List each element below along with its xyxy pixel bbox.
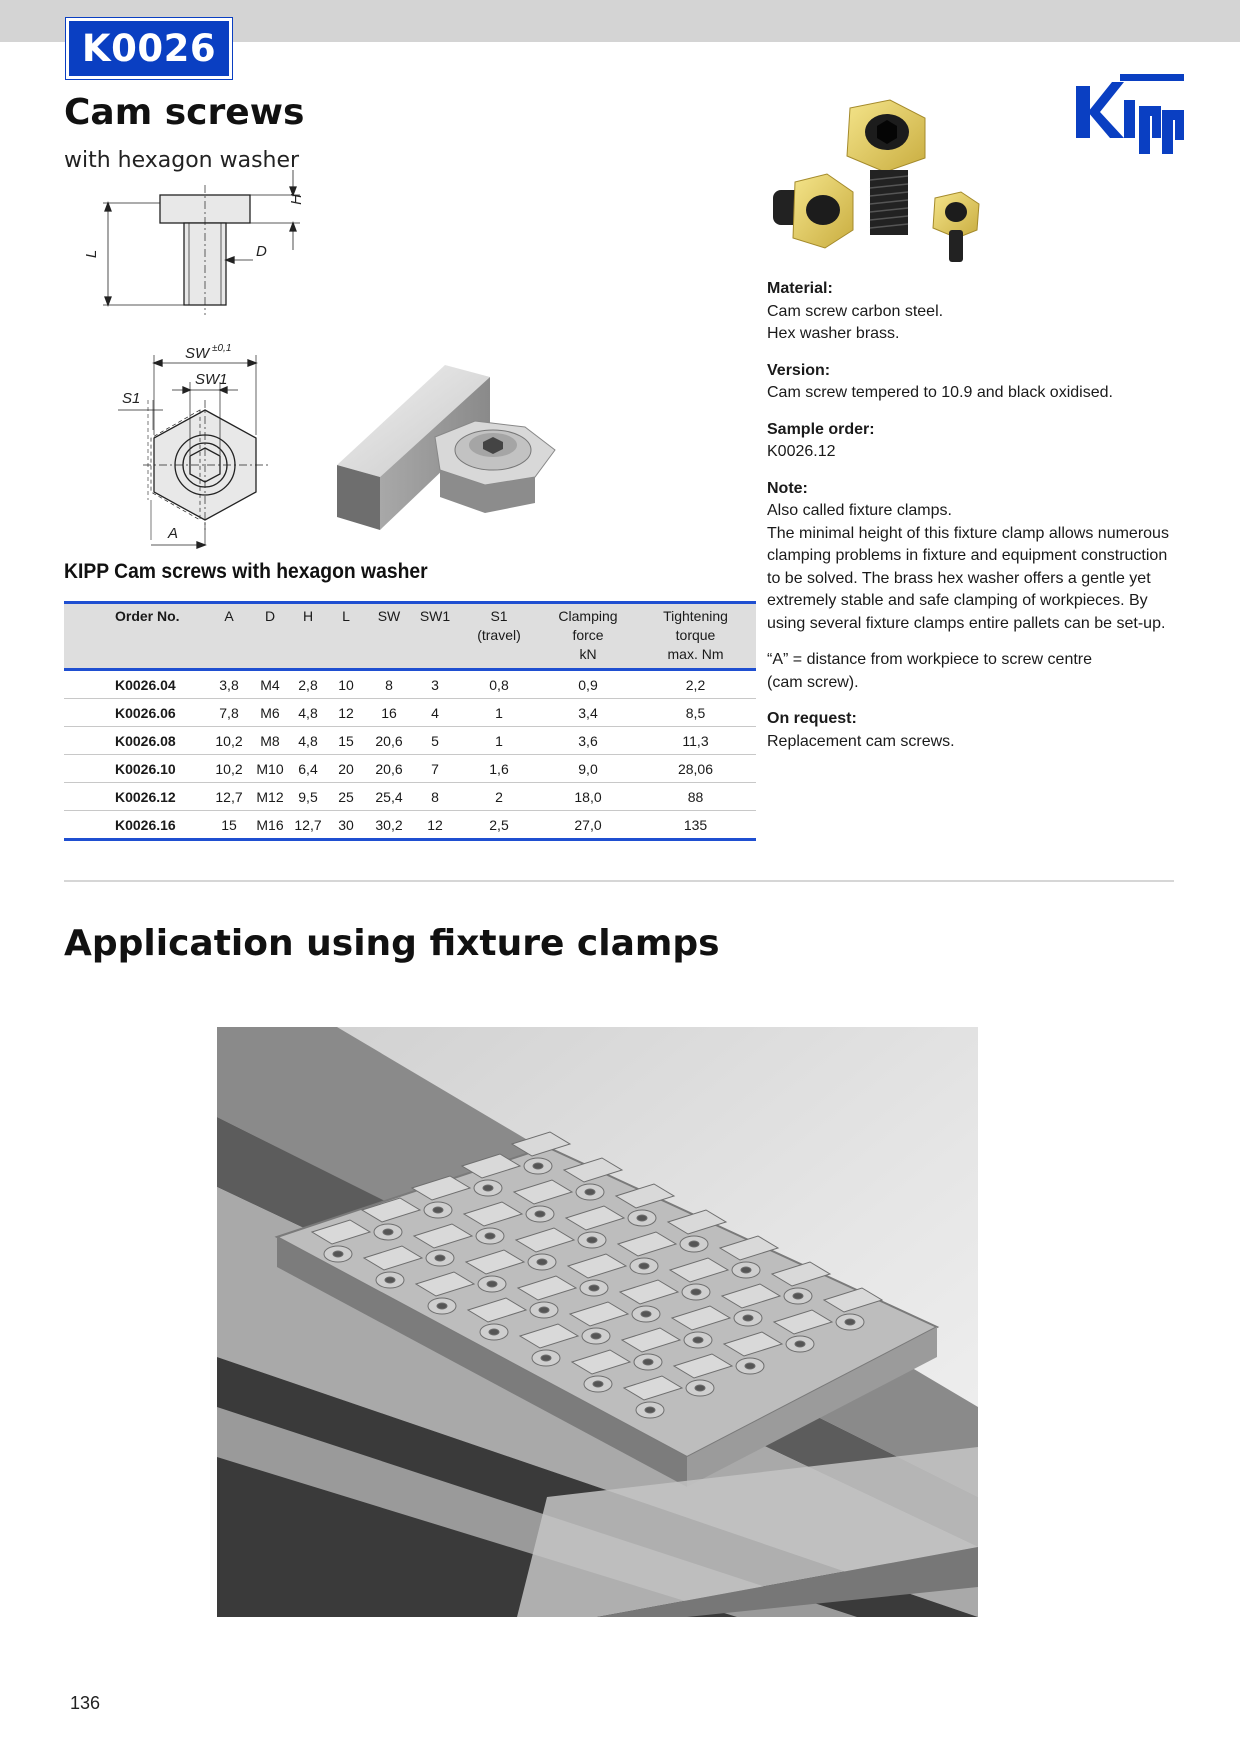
spec-table-body: [64, 670, 756, 840]
cell-torque: 28,06: [635, 755, 756, 783]
cell-order: K0026.12: [64, 783, 207, 811]
col-header-torque-line3: max. Nm: [667, 646, 724, 662]
table-row: [64, 755, 756, 783]
cell-sw: 16: [365, 699, 413, 727]
cell-a: 3,8: [207, 670, 251, 699]
col-header-clamp-line2: force: [572, 627, 604, 643]
material-label: Material:: [767, 280, 833, 297]
table-header-row: [64, 603, 756, 670]
cell-s1: 1,6: [457, 755, 541, 783]
cell-force: 0,9: [541, 670, 635, 699]
note-text-1: Also called fixture clamps.: [767, 502, 952, 519]
cell-d: M6: [251, 699, 289, 727]
on-request-text: Replacement cam screws.: [767, 732, 955, 750]
product-code-badge: K0026: [66, 18, 232, 79]
cell-l: 30: [338, 817, 354, 833]
cell-l: 10: [327, 670, 365, 699]
cell-order: K0026.06: [64, 699, 207, 727]
info-panel: [767, 278, 1177, 767]
distance-note-text-2: (cam screw).: [767, 673, 859, 691]
bar-with-cam-screw-render: [335, 365, 565, 535]
material-text-2: Hex washer brass.: [767, 325, 900, 342]
spec-table: [64, 601, 756, 841]
cell-sw: 25,4: [365, 783, 413, 811]
note-label: Note:: [767, 479, 808, 497]
col-header-tightening-torque: [635, 603, 756, 670]
cell-h: 12,7: [294, 817, 322, 833]
cell-s1: 2,5: [489, 817, 509, 833]
col-header-s1: [457, 603, 541, 670]
cell-d: M4: [251, 670, 289, 699]
col-header-torque-line1: Tightening: [663, 608, 728, 624]
cell-h: 6,4: [289, 755, 327, 783]
note-text-2: The minimal height of this fixture clamp allows numerous: [767, 524, 1169, 542]
sample-order-label: Sample order:: [767, 420, 875, 438]
material-block: [767, 278, 1177, 346]
cell-d: M12: [251, 783, 289, 811]
table-row: [64, 727, 756, 755]
col-header-d: D: [251, 603, 289, 670]
cell-l: 20: [327, 755, 365, 783]
cell-sw: 30,2: [375, 817, 403, 833]
cell-sw1: 4: [413, 699, 457, 727]
cell-sw1: 3: [413, 670, 457, 699]
on-request-block: [767, 708, 1177, 753]
cell-s1: 1: [457, 727, 541, 755]
cell-s1: 2: [457, 783, 541, 811]
distance-note-text-1: “A” = distance from workpiece to screw centre: [767, 651, 1093, 668]
col-header-clamp-line1: Clamping: [558, 608, 618, 624]
col-header-sw1: SW1: [413, 603, 457, 670]
cell-force: 27,0: [574, 817, 602, 833]
page-number: 136: [70, 1693, 101, 1713]
cell-torque: 88: [635, 783, 756, 811]
table-row: [64, 670, 756, 699]
cell-l: 12: [327, 699, 365, 727]
cell-s1: 1: [457, 699, 541, 727]
version-block: [767, 360, 1177, 405]
col-header-sw: SW: [365, 603, 413, 670]
col-header-h: H: [289, 603, 327, 670]
table-title: KIPP Cam screws with hexagon washer: [64, 560, 428, 583]
cell-a: 10,2: [207, 727, 251, 755]
table-row: [64, 699, 756, 727]
application-photo: [217, 1027, 978, 1617]
cell-force: 9,0: [541, 755, 635, 783]
table-row: [64, 811, 756, 840]
cell-order: K0026.16: [115, 817, 176, 833]
technical-drawing: [83, 160, 338, 555]
cell-s1: 0,8: [457, 670, 541, 699]
page-subtitle: with hexagon washer: [64, 148, 300, 173]
col-header-s1-line1: S1: [490, 608, 508, 624]
note-text-4: to be solved. The brass hex washer offers a gentle yet: [767, 569, 1151, 587]
note-text-6: using several fixture clamps entire pallets can be set-up.: [767, 614, 1166, 632]
sample-order-text: K0026.12: [767, 443, 836, 460]
table-row: [64, 783, 756, 811]
cell-h: 2,8: [289, 670, 327, 699]
cell-sw: 20,6: [365, 727, 413, 755]
cell-sw: 20,6: [365, 755, 413, 783]
cell-torque: 8,5: [635, 699, 756, 727]
dim-label-s1: S1: [122, 390, 141, 407]
cell-a: 7,8: [207, 699, 251, 727]
section-title: Application using fixture clamps: [64, 923, 720, 964]
cell-force: 3,4: [541, 699, 635, 727]
cell-h: 4,8: [289, 699, 327, 727]
cell-d: M10: [251, 755, 289, 783]
col-header-l: L: [327, 603, 365, 670]
kipp-logo: [1072, 72, 1188, 164]
col-header-a: A: [207, 603, 251, 670]
col-header-clamp-line3: kN: [579, 646, 597, 662]
cam-screw-product-render: [765, 100, 1005, 280]
cell-d: M8: [251, 727, 289, 755]
cell-torque: 11,3: [635, 727, 756, 755]
cell-sw1: 7: [413, 755, 457, 783]
cell-order: K0026.08: [64, 727, 207, 755]
cell-order: K0026.04: [64, 670, 207, 699]
cell-a: 12,7: [207, 783, 251, 811]
cell-order: K0026.10: [64, 755, 207, 783]
dim-label-d: D: [256, 243, 267, 260]
cell-force: 3,6: [541, 727, 635, 755]
dim-label-sw1: SW1: [195, 371, 228, 388]
col-header-torque-line2: torque: [675, 627, 716, 643]
dim-label-h: H: [288, 194, 305, 205]
dim-label-sw-tolerance: ±0,1: [212, 343, 232, 354]
version-text: Cam screw tempered to 10.9 and black oxidised.: [767, 384, 1113, 401]
cell-sw: 8: [365, 670, 413, 699]
dim-label-a: A: [168, 525, 179, 542]
cell-a: 15: [221, 817, 237, 833]
cell-d: M16: [256, 817, 284, 833]
note-text-5: extremely stable and safe clamping of workpieces. By: [767, 592, 1148, 609]
cell-h: 9,5: [289, 783, 327, 811]
material-text-1: Cam screw carbon steel.: [767, 302, 944, 320]
distance-note-block: [767, 649, 1177, 694]
cell-sw1: 12: [427, 817, 443, 833]
cell-torque: 2,2: [635, 670, 756, 699]
on-request-label: On request:: [767, 710, 857, 727]
dim-label-l: L: [83, 249, 100, 259]
col-header-order-no: Order No.: [64, 603, 207, 670]
cell-sw1: 8: [413, 783, 457, 811]
cell-sw1: 5: [413, 727, 457, 755]
col-header-clamping-force: [541, 603, 635, 670]
cell-l: 25: [327, 783, 365, 811]
version-label: Version:: [767, 361, 831, 379]
dim-label-sw: SW: [185, 345, 210, 362]
cell-force: 18,0: [541, 783, 635, 811]
page-title: Cam screws: [64, 92, 305, 133]
section-divider: [64, 880, 1174, 882]
cell-torque: 135: [683, 817, 708, 833]
col-header-s1-line2: (travel): [477, 627, 521, 643]
cell-a: 10,2: [207, 755, 251, 783]
cell-l: 15: [327, 727, 365, 755]
note-block: [767, 478, 1177, 636]
note-text-3: clamping problems in fixture and equipment construction: [767, 547, 1168, 564]
cell-h: 4,8: [289, 727, 327, 755]
sample-order-block: [767, 419, 1177, 464]
